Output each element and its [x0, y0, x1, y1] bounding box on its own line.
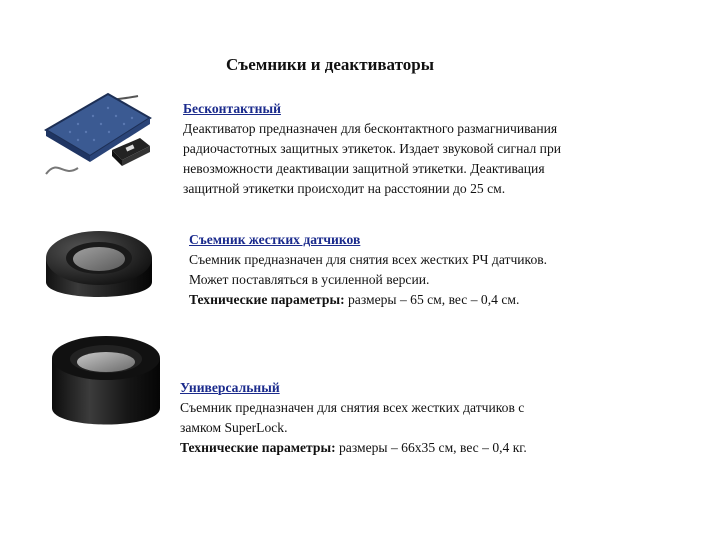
universal-detacher-image	[48, 332, 164, 432]
params-value: размеры – 66х35 см, вес – 0,4 кг.	[335, 440, 527, 455]
item-contactless	[183, 99, 561, 199]
description-line: Может поставляться в усиленной версии.	[189, 272, 430, 287]
item-heading[interactable]: Съемник жестких датчиков	[189, 232, 361, 247]
description-line: защитной этикетки происходит на расстоянии до 25 см.	[183, 181, 506, 196]
description-line: радиочастотных защитных этикеток. Издает звуковой сигнал при	[183, 141, 562, 156]
description-line: невозможности деактивации защитной этикетки. Деактивация	[183, 161, 545, 176]
item-hard-tag-detacher	[189, 230, 547, 310]
params-line	[189, 290, 547, 310]
detacher-image	[40, 218, 158, 310]
params-label: Технические параметры:	[180, 440, 336, 455]
params-line	[180, 438, 527, 458]
params-value: размеры – 65 см, вес – 0,4 см.	[344, 292, 520, 307]
description-line: Съемник предназначен для снятия всех жестких РЧ датчиков.	[189, 252, 548, 267]
description-line: замком SuperLock.	[180, 420, 288, 435]
params-label: Технические параметры:	[189, 292, 345, 307]
deactivator-pad-image	[38, 88, 158, 184]
description-line: Деактиватор предназначен для бесконтактного размагничивания	[183, 121, 558, 136]
item-universal	[180, 378, 527, 458]
item-heading[interactable]: Бесконтактный	[183, 101, 281, 116]
description-line: Съемник предназначен для снятия всех жестких датчиков с	[180, 400, 525, 415]
page-title: Съемники и деактиваторы	[226, 55, 434, 74]
item-heading[interactable]: Универсальный	[180, 380, 280, 395]
